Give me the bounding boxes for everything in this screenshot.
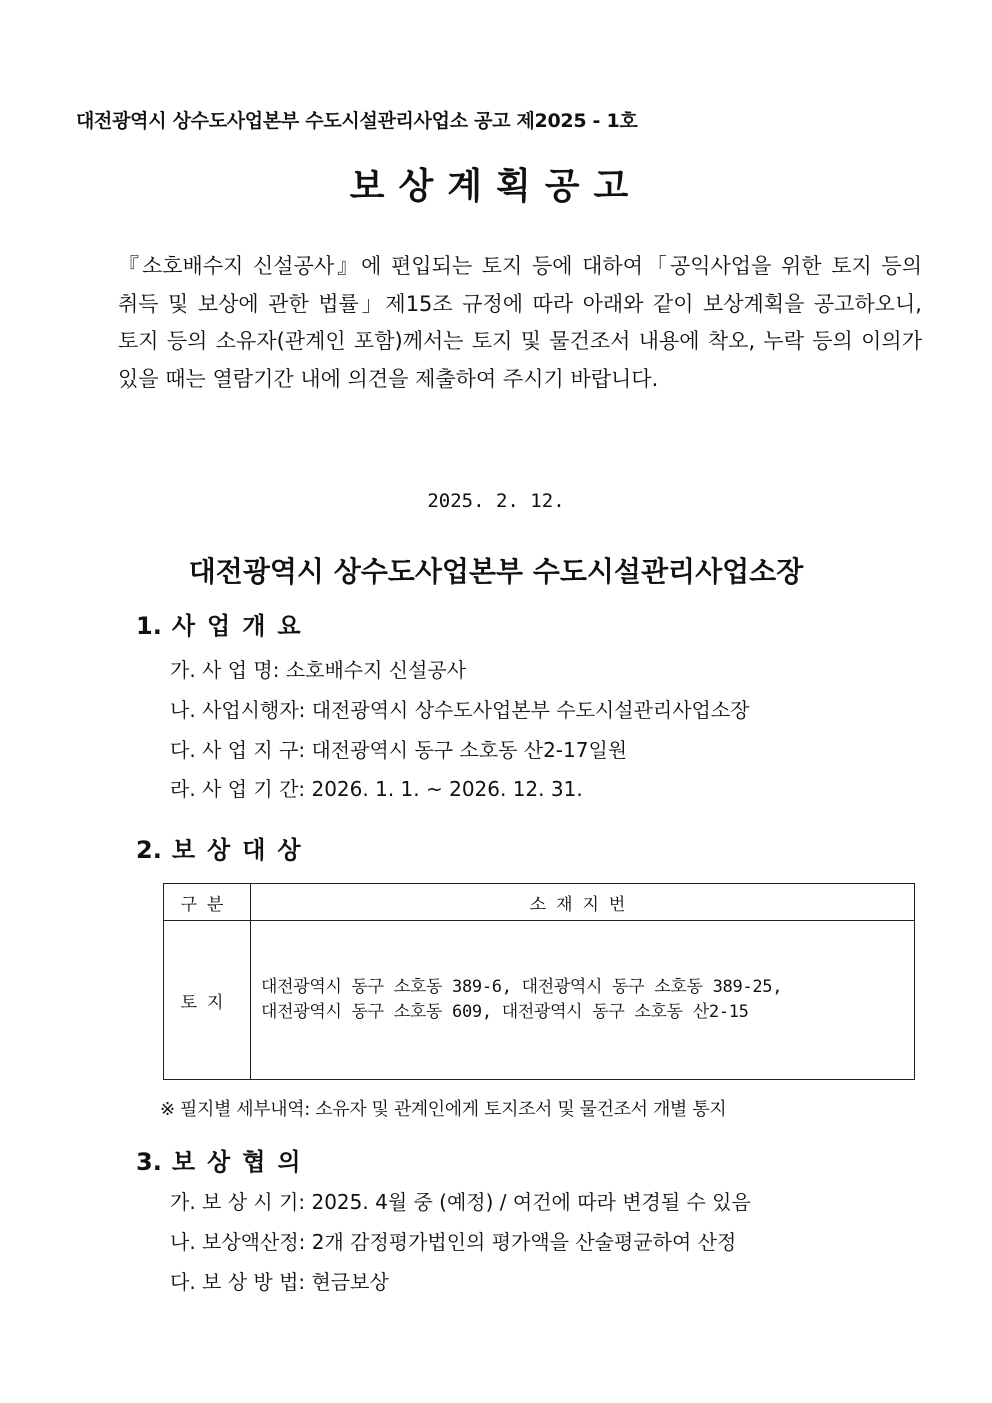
consultation-item-timing: 가. 보 상 시 기: 2025. 4월 중 (예정) / 여건에 따라 변경될 수 있음 <box>170 1190 751 1214</box>
section-targets-heading <box>136 830 313 865</box>
section-title: 보상대상 <box>171 836 313 864</box>
compensation-target-table <box>163 883 915 1080</box>
issuer-name: 대전광역시 상수도사업본부 수도시설관리사업소장 <box>188 555 804 588</box>
overview-item-name: 가. 사 업 명: 소호배수지 신설공사 <box>170 658 467 682</box>
row-address <box>251 921 915 1080</box>
section-number: 1. <box>136 612 162 640</box>
notice-date: 2025. 2. 12. <box>427 490 565 512</box>
parcel-detail-note: ※ 필지별 세부내역: 소유자 및 관계인에게 토지조서 및 물건조서 개별 통지 <box>160 1099 727 1120</box>
address-line: 대전광역시 동구 소호동 609, 대전광역시 동구 소호동 산2-15 <box>261 1002 749 1022</box>
row-category: 토지 <box>164 921 251 1080</box>
header-category: 구분 <box>164 884 251 921</box>
section-title: 사업개요 <box>171 612 313 640</box>
header-location: 소재지번 <box>251 884 915 921</box>
notice-paragraph: 『소호배수지 신설공사』에 편입되는 토지 등에 대하여「공익사업을 위한 토지 등의 취득 및 보상에 관한 법률」제15조 규정에 따라 아래와 같이 보상계획을 공고하오니, 토지 등의 소유자(관계인 포함)께서는 토지 및 물건조서 내용에 착오, 누락 등의 이의가 있을 때는 열람기간 내에 의견을 제출하여 주시기 바랍니다. <box>118 254 922 391</box>
overview-item-district: 다. 사 업 지 구: 대전광역시 동구 소호동 산2-17일원 <box>170 738 628 762</box>
section-number: 2. <box>136 836 162 864</box>
overview-item-operator: 나. 사업시행자: 대전광역시 상수도사업본부 수도시설관리사업소장 <box>170 698 750 722</box>
section-consultation-heading <box>136 1142 313 1177</box>
overview-item-period: 라. 사 업 기 간: 2026. 1. 1. ~ 2026. 12. 31. <box>170 777 583 801</box>
notice-number: 대전광역시 상수도사업본부 수도시설관리사업소 공고 제2025 - 1호 <box>76 110 638 132</box>
address-line: 대전광역시 동구 소호동 389-6, 대전광역시 동구 소호동 389-25, <box>261 977 783 997</box>
consultation-item-method: 다. 보 상 방 법: 현금보상 <box>170 1270 389 1294</box>
section-title: 보상협의 <box>171 1148 313 1176</box>
table-row <box>164 921 915 1080</box>
section-overview-heading <box>136 606 313 641</box>
page-title: 보상계획공고 <box>349 165 643 207</box>
section-number: 3. <box>136 1148 162 1176</box>
consultation-item-valuation: 나. 보상액산정: 2개 감정평가법인의 평가액을 산술평균하여 산정 <box>170 1230 737 1254</box>
table-header-row <box>164 884 915 921</box>
